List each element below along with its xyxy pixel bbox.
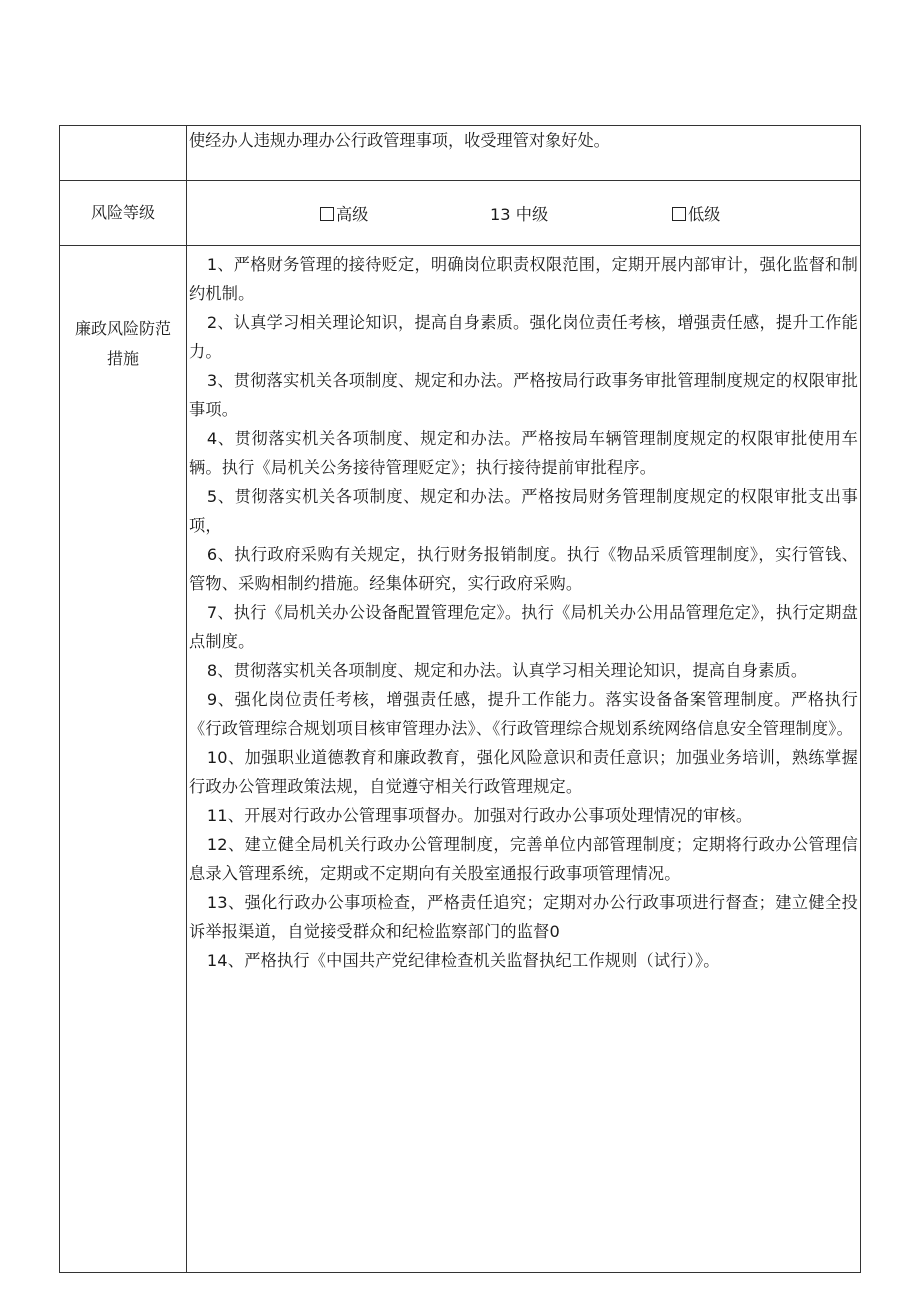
row-description (60, 126, 861, 181)
measure-item: 8、贯彻落实机关各项制度、规定和办法。认真学习相关理论知识，提高自身素质。 (206, 661, 808, 680)
measures-list (187, 246, 861, 1273)
description-label-cell (60, 126, 187, 181)
risk-level-medium-mark: 13 (490, 205, 511, 224)
measure-item: 6、执行政府采购有关规定，执行财务报销制度。执行《物品采质管理制度》，实行管钱、管物、采购相制约措施。经集体研究，实行政府采购。 (189, 545, 858, 593)
measure-item: 13、强化行政办公事项检查，严格责任追究；定期对办公行政事项进行督查；建立健全投诉举报渠道，自觉接受群众和纪检监察部门的监督0 (189, 893, 858, 941)
measures-label-line1: 廉政风险防范 (74, 319, 171, 338)
risk-level-options (187, 181, 861, 246)
measure-item: 1、严格财务管理的接待贬定，明确岗位职责权限范围，定期开展内部审计，强化监督和制约机制。 (189, 255, 858, 303)
measure-item: 14、严格执行《中国共产党纪律检查机关监督执纪工作规则（试行）》。 (206, 951, 720, 970)
measure-item: 11、开展对行政办公管理事项督办。加强对行政办公事项处理情况的审核。 (206, 806, 753, 825)
measure-item: 12、建立健全局机关行政办公管理制度，完善单位内部管理制度；定期将行政办公管理信息录入管理系统，定期或不定期向有关股室通报行政事项管理情况。 (189, 835, 858, 883)
measure-item: 5、贯彻落实机关各项制度、规定和办法。严格按局财务管理制度规定的权限审批支出事项， (189, 487, 858, 535)
risk-form-table (59, 125, 861, 1273)
risk-level-low[interactable] (672, 201, 842, 225)
measure-item: 2、认真学习相关理论知识，提高自身素质。强化岗位责任考核，增强责任感，提升工作能力。 (189, 313, 858, 361)
risk-level-high[interactable] (320, 201, 490, 225)
checkbox-empty-icon[interactable] (672, 207, 686, 221)
row-risk-level (60, 181, 861, 246)
measure-item: 4、贯彻落实机关各项制度、规定和办法。严格按局车辆管理制度规定的权限审批使用车辆。执行《局机关公务接待管理贬定》；执行接待提前审批程序。 (189, 429, 858, 477)
measures-label (60, 246, 187, 1273)
checkbox-empty-icon[interactable] (320, 207, 334, 221)
risk-level-low-label: 低级 (688, 205, 721, 224)
risk-level-high-label: 高级 (336, 205, 369, 224)
measure-item: 9、强化岗位责任考核，增强责任感，提升工作能力。落实设备备案管理制度。严格执行《行政管理综合规划项目核审管理办法》、《行政管理综合规划系统网络信息安全管理制度》。 (189, 690, 858, 738)
measures-label-line2: 措施 (106, 349, 139, 368)
risk-level-label: 风险等级 (60, 181, 187, 246)
description-text: 使经办人违规办理办公行政管理事项，收受理管对象好处。 (187, 126, 861, 181)
risk-level-medium-label: 中级 (515, 205, 549, 224)
measure-item: 7、执行《局机关办公设备配置管理危定》。执行《局机关办公用品管理危定》，执行定期盘点制度。 (189, 603, 858, 651)
risk-level-medium[interactable] (490, 201, 672, 225)
measure-item: 10、加强职业道德教育和廉政教育，强化风险意识和责任意识；加强业务培训，熟练掌握行政办公管理政策法规，自觉遵守相关行政管理规定。 (189, 748, 858, 796)
measure-item: 3、贯彻落实机关各项制度、规定和办法。严格按局行政事务审批管理制度规定的权限审批事项。 (189, 371, 858, 419)
row-prevention-measures (60, 246, 861, 1273)
